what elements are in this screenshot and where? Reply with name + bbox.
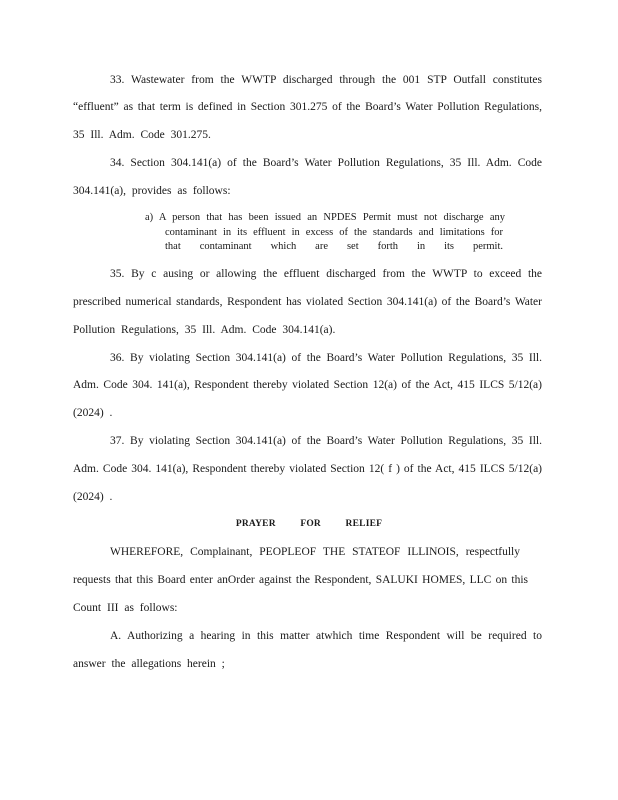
text-line: 33. Wastewater from the WWTP discharged through the 001 STP Outfall constitutes: [110, 74, 542, 86]
text-line: Pollution Regulations, 35 Ill. Adm. Code 304.141(a).: [73, 324, 336, 336]
text-line: (2024) .: [73, 491, 113, 503]
text-line: “effluent” as that term is defined in Section 301.275 of the Board’s Water Pollution Regulations,: [73, 101, 542, 113]
text-line: 34. Section 304.141(a) of the Board’s Water Pollution Regulations, 35 Ill. Adm. Code: [110, 157, 542, 169]
text-line: Adm. Code 304. 141(a), Respondent thereby violated Section 12( f ) of the Act, 415 ILCS 5/12(a): [73, 463, 542, 475]
text-line: WHEREFORE, Complainant, PEOPLEOF THE STATEOF ILLINOIS, respectfully: [110, 546, 520, 558]
text-line: answer the allegations herein ;: [73, 658, 225, 670]
text-line: 35 Ill. Adm. Code 301.275.: [73, 129, 211, 141]
text-line: contaminant in its effluent in excess of the standards and limitations for: [165, 227, 503, 238]
text-line: Adm. Code 304. 141(a), Respondent thereby violated Section 12(a) of the Act, 415 ILCS 5/12(a): [73, 379, 542, 391]
text-line: A. Authorizing a hearing in this matter atwhich time Respondent will be required to: [110, 630, 542, 642]
section-heading: PRAYER FOR RELIEF: [235, 519, 383, 529]
text-line: that contaminant which are set forth in its permit.: [165, 241, 503, 252]
text-line: 35. By c ausing or allowing the effluent discharged from the WWTP to exceed the: [110, 268, 542, 280]
text-line: 36. By violating Section 304.141(a) of the Board’s Water Pollution Regulations, 35 Ill.: [110, 352, 542, 364]
text-line: prescribed numerical standards, Respondent has violated Section 304.141(a) of the Board’s Water: [73, 296, 542, 308]
text-line: 304.141(a), provides as follows:: [73, 185, 231, 197]
text-line: 37. By violating Section 304.141(a) of the Board’s Water Pollution Regulations, 35 Ill.: [110, 435, 542, 447]
text-line: a) A person that has been issued an NPDES Permit must not discharge any: [145, 212, 505, 223]
text-line: Count III as follows:: [73, 602, 178, 614]
text-line: (2024) .: [73, 407, 113, 419]
text-line: requests that this Board enter anOrder against the Respondent, SALUKI HOMES, LLC on this: [73, 574, 528, 586]
